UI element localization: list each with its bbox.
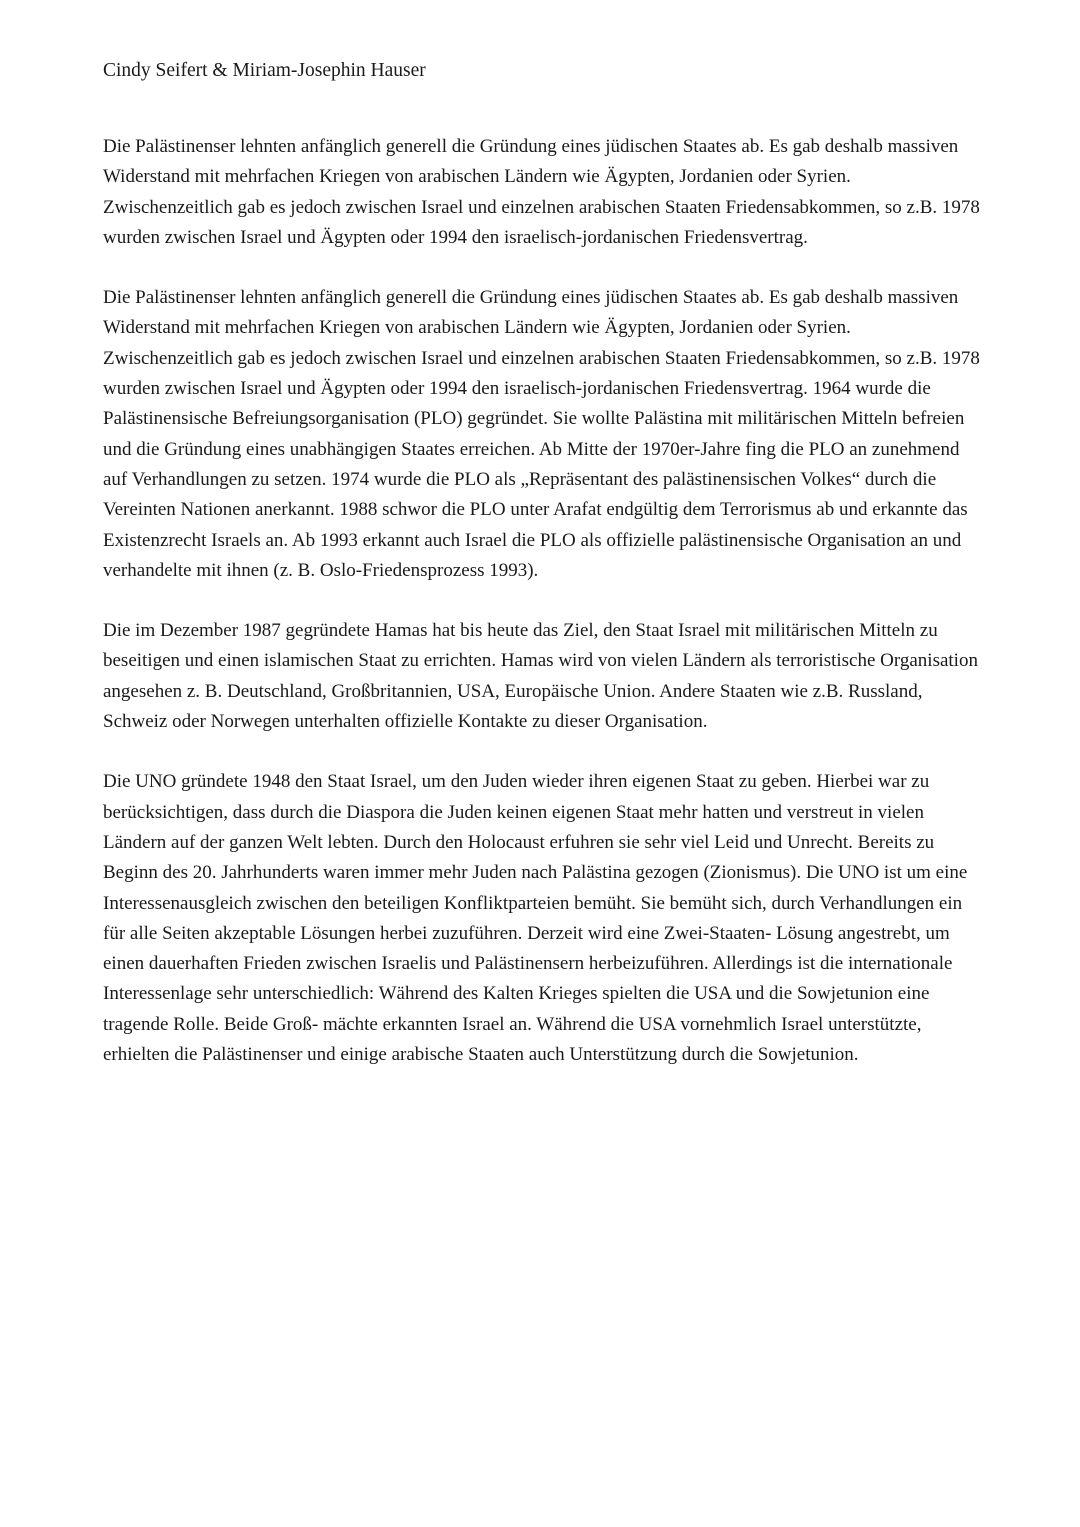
paragraph-plo: Die Palästinenser lehnten anfänglich generell die Gründung eines jüdischen Staates ab. Es gab deshalb massiven Widerstand mit mehrfachen Kriegen von arabischen Ländern wie Ägypten, Jordanien oder Syrien. Zwischenzeitlich gab es jedoch zwischen Israel und einzelnen arabischen Staaten Friedensabkommen, so z.B. 1978 wurden zwischen Israel und Ägypten oder 1994 den israelisch-jordanischen Friedensvertrag. 1964 wurde die Palästinensische Befreiungsorganisation (PLO) gegründet. Sie wollte Palästina mit militärischen Mitteln befreien und die Gründung eines unabhängigen Staates erreichen. Ab Mitte der 1970er-Jahre fing die PLO an zunehmend auf Verhandlungen zu setzen. 1974 wurde die PLO als „Repräsentant des palästinensischen Volkes“ durch die Vereinten Nationen anerkannt. 1988 schwor die PLO unter Arafat endgültig dem Terrorismus ab und erkannte das Existenzrecht Israels an. Ab 1993 erkannt auch Israel die PLO als offizielle palästinensische Organisation an und verhandelte mit ihnen (z. B. Oslo-Friedensprozess 1993). — [103, 287, 980, 581]
author-header: Cindy Seifert & Miriam-Josephin Hauser — [103, 60, 426, 81]
paragraph-uno: Die UNO gründete 1948 den Staat Israel, um den Juden wieder ihren eigenen Staat zu geben. Hierbei war zu berücksichtigen, dass durch die Diaspora die Juden keinen eigenen Staat mehr hatten und verstreut in vielen Ländern auf der ganzen Welt lebten. Durch den Holocaust erfuhren sie sehr viel Leid und Unrecht. Bereits zu Beginn des 20. Jahrhunderts waren immer mehr Juden nach Palästina gezogen (Zionismus). Die UNO ist um eine Interessenausgleich zwischen den beteiligen Konfliktparteien bemüht. Sie bemüht sich, durch Verhandlungen ein für alle Seiten akzeptable Lösungen herbei zuzuführen. Derzeit wird eine Zwei-Staaten- Lösung angestrebt, um einen dauerhaften Frieden zwischen Israelis und Palästinensern herbeizuführen. Allerdings ist die internationale Interessenlage sehr unterschiedlich: Während des Kalten Krieges spielten die USA und die Sowjetunion eine tragende Rolle. Beide Groß- mächte erkannten Israel an. Während die USA vornehmlich Israel unterstützte, erhielten die Palästinenser und einige arabische Staaten auch Unterstützung durch die Sowjetunion. — [103, 771, 968, 1066]
paragraph-hamas: Die im Dezember 1987 gegründete Hamas hat bis heute das Ziel, den Staat Israel mit militärischen Mitteln zu beseitigen und einen islamischen Staat zu errichten. Hamas wird von vielen Ländern als terroristische Organisation angesehen z. B. Deutschland, Großbritannien, USA, Europäische Union. Andere Staaten wie z.B. Russland, Schweiz oder Norwegen unterhalten offizielle Kontakte zu dieser Organisation. — [103, 620, 978, 733]
paragraph-peace-agreements: Die Palästinenser lehnten anfänglich generell die Gründung eines jüdischen Staates ab. Es gab deshalb massiven Widerstand mit mehrfachen Kriegen von arabischen Ländern wie Ägypten, Jordanien oder Syrien. Zwischenzeitlich gab es jedoch zwischen Israel und einzelnen arabischen Staaten Friedensabkommen, so z.B. 1978 wurden zwischen Israel und Ägypten oder 1994 den israelisch-jordanischen Friedensvertrag. — [103, 136, 980, 248]
document-page — [103, 58, 983, 1100]
